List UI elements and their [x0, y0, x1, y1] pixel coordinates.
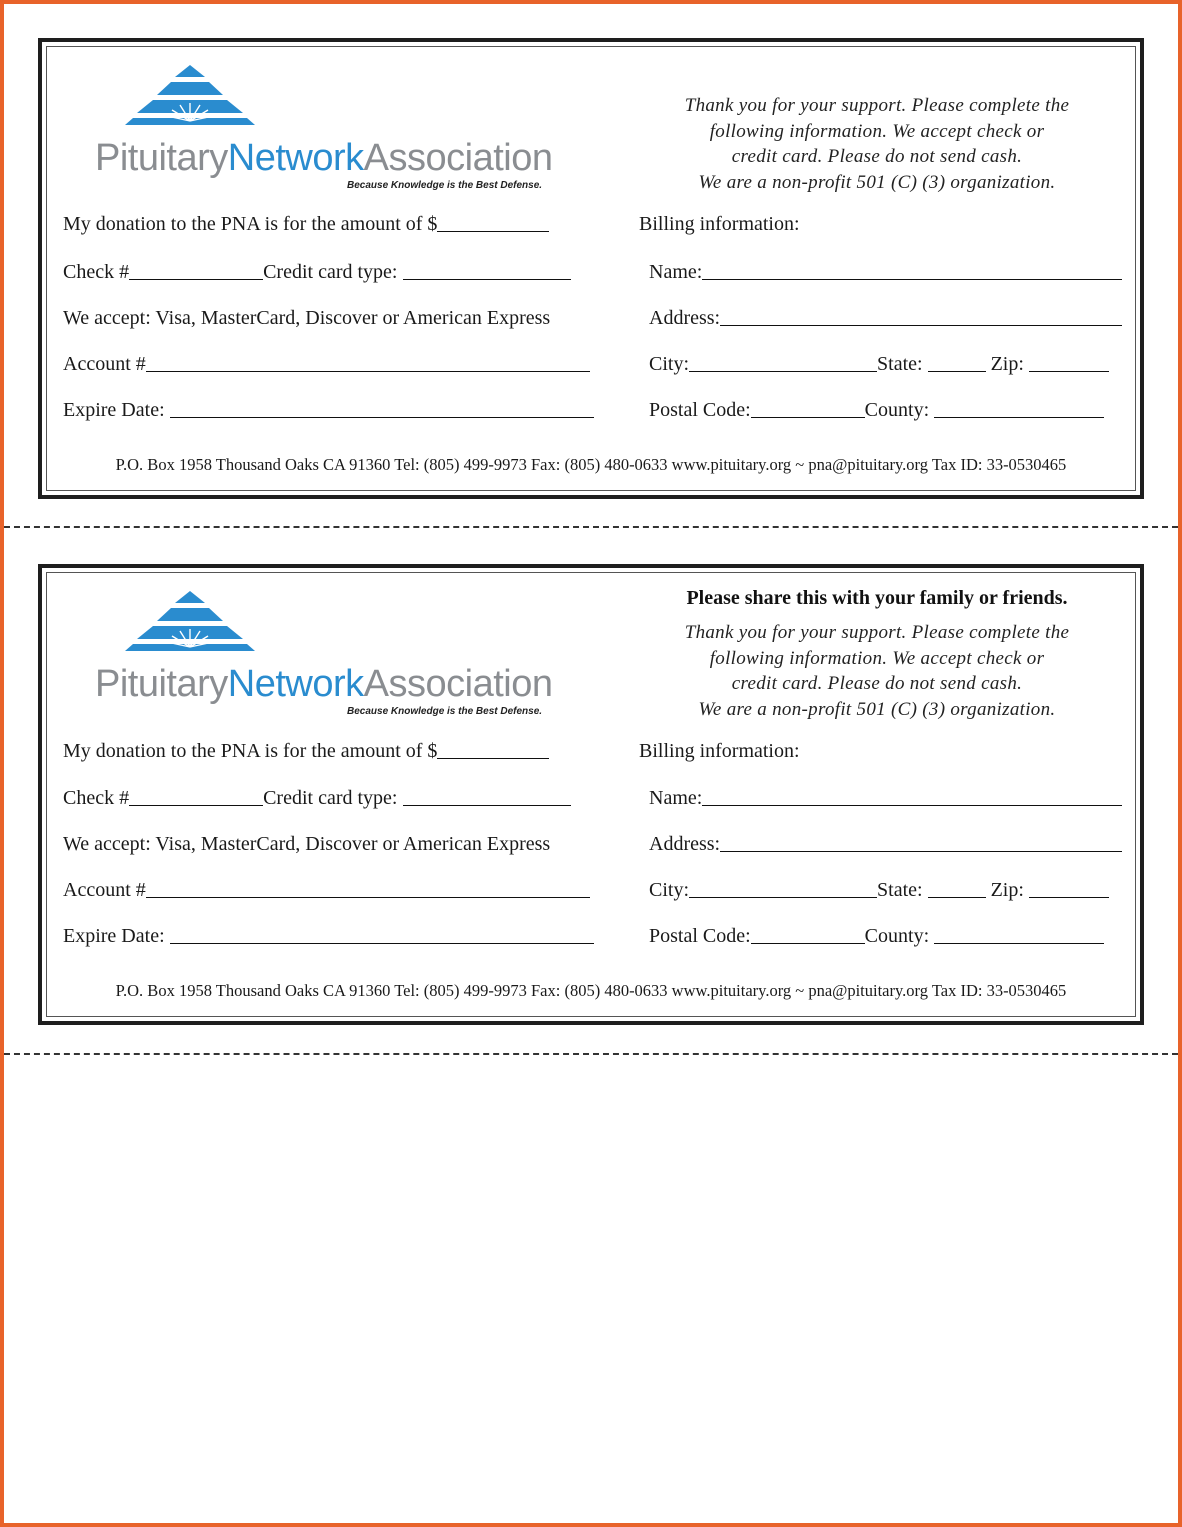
address-label: Address:: [649, 833, 721, 855]
card-type-label: Credit card type:: [263, 261, 398, 283]
logo-wordmark: [95, 137, 552, 180]
billing-heading: [639, 212, 800, 236]
intro-line: Thank you for your support. Please complete the: [684, 622, 1070, 643]
billing-label: Billing information:: [639, 213, 800, 235]
coupon-inner-frame: [46, 46, 1136, 491]
billing-heading: [639, 739, 800, 763]
donation-amount-field[interactable]: [437, 231, 549, 232]
address-field[interactable]: [720, 851, 1122, 852]
city-field[interactable]: [689, 371, 877, 372]
account-label: Account #: [63, 353, 146, 375]
accepted-cards-row: [63, 832, 550, 856]
zip-label: Zip:: [990, 353, 1024, 375]
expire-label: Expire Date:: [63, 399, 165, 421]
logo-word-pituitary: Pituitary: [95, 663, 228, 705]
account-number-field[interactable]: [146, 371, 590, 372]
intro-line: We are a non-profit 501 (C) (3) organization.: [698, 171, 1056, 193]
billing-label: Billing information:: [639, 740, 800, 762]
contact-footer: P.O. Box 1958 Thousand Oaks CA 91360 Tel: (805) 499-9973 Fax: (805) 480-0633 www.pituitary.org ~ pna@pituitary.org Tax ID: 33-0530465: [115, 981, 1067, 1000]
pna-logo: [95, 65, 585, 195]
expire-row: [63, 398, 594, 422]
logo-word-network: Network: [227, 663, 364, 705]
expire-label: Expire Date:: [63, 925, 165, 947]
intro-line: following information. We accept check or: [709, 647, 1045, 669]
postal-code-field[interactable]: [751, 417, 865, 418]
accepted-cards-row: [63, 306, 550, 330]
postal-row: [649, 924, 1104, 948]
address-row: [649, 306, 1122, 330]
name-label: Name:: [649, 787, 703, 809]
intro-text: [637, 93, 1117, 195]
name-row: [649, 260, 1122, 284]
postal-row: [649, 398, 1104, 422]
expire-date-field[interactable]: [170, 417, 594, 418]
state-field[interactable]: [928, 897, 986, 898]
contact-footer: P.O. Box 1958 Thousand Oaks CA 91360 Tel: (805) 499-9973 Fax: (805) 480-0633 www.pituitary.org ~ pna@pituitary.org Tax ID: 33-0530465: [115, 455, 1067, 474]
account-number-field[interactable]: [146, 897, 590, 898]
logo-tagline: Because Knowledge is the Best Defense.: [347, 180, 543, 191]
county-label: County:: [864, 925, 930, 947]
city-label: City:: [649, 353, 690, 375]
state-label: State:: [877, 879, 923, 901]
name-field[interactable]: [702, 805, 1122, 806]
logo-word-network: Network: [227, 137, 364, 179]
account-label: Account #: [63, 879, 146, 901]
donation-row: [63, 212, 549, 236]
county-field[interactable]: [934, 943, 1104, 944]
intro-line: following information. We accept check or: [709, 120, 1045, 142]
pyramid-logo-icon: [125, 65, 255, 135]
check-row: [63, 786, 571, 810]
share-heading: Please share this with your family or friends.: [686, 587, 1068, 609]
intro-line: We are a non-profit 501 (C) (3) organization.: [698, 698, 1056, 720]
state-field[interactable]: [928, 371, 986, 372]
logo-word-pituitary: Pituitary: [95, 137, 228, 179]
donation-coupon-2: [38, 564, 1144, 1025]
card-type-field[interactable]: [403, 279, 571, 280]
state-label: State:: [877, 353, 923, 375]
accepted-cards-text: We accept: Visa, MasterCard, Discover or American Express: [63, 307, 551, 329]
name-field[interactable]: [702, 279, 1122, 280]
pyramid-logo-icon: [125, 591, 255, 661]
city-row: [649, 878, 1109, 902]
check-label: Check #: [63, 261, 130, 283]
check-row: [63, 260, 571, 284]
coupon-inner-frame: [46, 572, 1136, 1017]
name-label: Name:: [649, 261, 703, 283]
account-row: [63, 352, 590, 376]
zip-field[interactable]: [1029, 371, 1109, 372]
donation-label: My donation to the PNA is for the amount of $: [63, 213, 438, 235]
check-label: Check #: [63, 787, 130, 809]
account-row: [63, 878, 590, 902]
cut-line-1: [4, 526, 1178, 528]
name-row: [649, 786, 1122, 810]
city-field[interactable]: [689, 897, 877, 898]
expire-row: [63, 924, 594, 948]
postal-code-field[interactable]: [751, 943, 865, 944]
city-row: [649, 352, 1109, 376]
postal-label: Postal Code:: [649, 399, 751, 421]
donation-row: [63, 739, 549, 763]
check-number-field[interactable]: [129, 805, 263, 806]
donation-coupon-1: [38, 38, 1144, 499]
intro-line: credit card. Please do not send cash.: [731, 673, 1023, 694]
expire-date-field[interactable]: [170, 943, 594, 944]
county-label: County:: [864, 399, 930, 421]
pna-logo: [95, 591, 585, 721]
logo-word-association: Association: [363, 137, 553, 179]
card-type-field[interactable]: [403, 805, 571, 806]
card-type-label: Credit card type:: [263, 787, 398, 809]
postal-label: Postal Code:: [649, 925, 751, 947]
donation-label: My donation to the PNA is for the amount of $: [63, 740, 438, 762]
city-label: City:: [649, 879, 690, 901]
intro-line: Thank you for your support. Please complete the: [684, 95, 1070, 116]
county-field[interactable]: [934, 417, 1104, 418]
intro-text: [637, 620, 1117, 722]
address-field[interactable]: [720, 325, 1122, 326]
check-number-field[interactable]: [129, 279, 263, 280]
logo-wordmark: [95, 663, 552, 706]
zip-label: Zip:: [990, 879, 1024, 901]
intro-line: credit card. Please do not send cash.: [731, 146, 1023, 167]
cut-line-2: [4, 1053, 1178, 1055]
logo-tagline: Because Knowledge is the Best Defense.: [347, 706, 543, 717]
accepted-cards-text: We accept: Visa, MasterCard, Discover or American Express: [63, 833, 551, 855]
zip-field[interactable]: [1029, 897, 1109, 898]
donation-amount-field[interactable]: [437, 758, 549, 759]
address-label: Address:: [649, 307, 721, 329]
address-row: [649, 832, 1122, 856]
logo-word-association: Association: [363, 663, 553, 705]
